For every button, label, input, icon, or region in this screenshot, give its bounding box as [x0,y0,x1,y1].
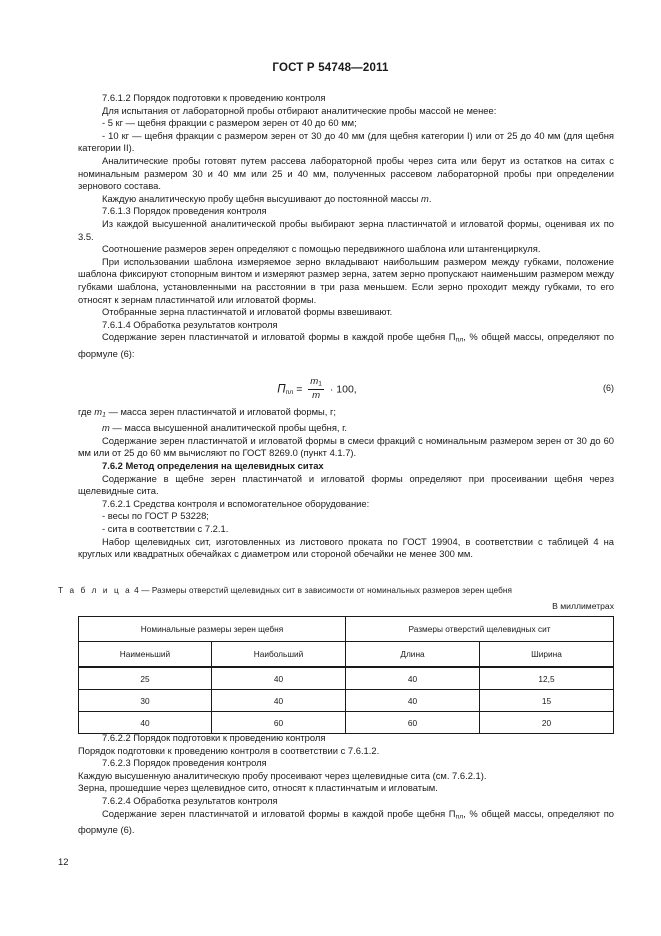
column-header-largest: Наибольший [212,642,346,668]
legend-variable-m1: $m_1$ [94,406,106,419]
list-item-scales: - весы по ГОСТ Р 53228; [102,510,209,522]
paragraph-weighing: Отобранные зерна пластинчатой и игловатой формы взвешивают. [102,306,393,318]
formula-fraction [308,376,324,401]
document-header: ГОСТ Р 54748—2011 [272,62,389,74]
paragraph-passing-grains: Зерна, прошедшие через щелевидное сито, относят к пластинчатым и игловатым. [78,782,438,794]
paragraph-analytical-samples: Аналитические пробы готовят путем рассева лабораторной пробы через сита или берут из остатков на ситах с номинальным размером 30 и 40 мм или 25 и 40 мм, полученных рассевом лабораторной пробы при определении зернового состава. [78,154,614,192]
paragraph-sieve-set: Набор щелевидных сит, изготовленных из листового проката по ГОСТ 19904, в соответствии с таблицей 4 на круглых или квадратных обечайках с диаметром или стороной обечайки не менее 300 мм. [78,535,614,560]
body-section-two [78,406,614,561]
formula-equals: = [296,383,303,396]
formula-6 [78,377,556,402]
clause-7-6-1-3-heading: 7.6.1.3 Порядок проведения контроля [102,205,267,217]
paragraph-mixture-fractions: Содержание зерен пластинчатой и игловатой формы в смеси фракций с номинальным размером зерен от 30 до 60 мм или от 25 до 60 мм вычисляют по ГОСТ 8269.0 (пункт 4.1.7). [78,434,614,459]
paragraph-content-formula-intro: Содержание зерен пластинчатой и игловатой формы в каждой пробе щебня $П_{пл}$, % общей массы, определяют по формуле (6): [78,331,614,359]
page-number: 12 [58,856,69,867]
formula-symbol-subscript: пл [285,389,294,397]
table-units-note: В миллиметрах [552,601,614,611]
formula-multiplier: · 100, [329,383,357,396]
table-column-header-row [79,642,614,668]
clause-7-6-2-heading: 7.6.2 Метод определения на щелевидных ситах [102,460,324,472]
group-header-nominal-grain-sizes: Номинальные размеры зерен щебня [79,617,346,642]
cell-width: 12,5 [480,667,614,690]
subscript-pl: пл [455,813,464,821]
cell-width: 20 [480,712,614,734]
clause-7-6-2-4-heading: 7.6.2.4 Обработка результатов контроля [102,794,278,806]
paragraph-template-usage: При использовании шаблона измеряемое зерно вкладывают наибольшим размером между губками, положение шаблона фиксируют стопорным винтом и измеряют размер зерна, затем зерно пропускают наименьшим размером между губками шаблона, установленными на расстоянии в три раза меньшем. Если зерно проходит между губками, то его относят к зернам пластинчатой или игловатой формы. [78,255,614,305]
table-caption-number: 4 [134,586,139,595]
column-header-length: Длина [346,642,480,668]
legend-m1-subscript: 1 [102,411,106,419]
formula-numerator-subscript: 1 [318,380,322,388]
clause-7-6-1-2-heading: 7.6.1.2 Порядок подготовки к проведению контроля [102,92,326,103]
clause-7-6-2-3-heading: 7.6.2.3 Порядок проведения контроля [102,757,267,769]
sieve-dimensions-table [78,616,614,734]
table-caption-label: Т а б л и ц а [58,586,132,595]
formula-numerator: m1 [310,376,322,388]
cell-width: 15 [480,690,614,712]
paragraph-grain-selection: Из каждой высушенной аналитической пробы выбирают зерна пластинчатой и игловатой формы, оценивая их по 3.5. [78,217,614,242]
subscript-pl: пл [455,336,464,344]
table-group-header-row [79,617,614,642]
formula-number: (6) [603,383,614,393]
cell-length: 60 [346,712,480,734]
paragraph-drying: Каждую аналитическую пробу щебня высушивают до постоянной массы m. [102,192,432,204]
cell-smallest: 40 [79,712,212,734]
formula-block [78,377,614,407]
table-caption-text: — Размеры отверстий щелевидных сит в зависимости от номинальных размеров зерен щебня [141,586,513,595]
clause-7-6-1-4-heading: 7.6.1.4 Обработка результатов контроля [102,318,278,330]
table-row [79,712,614,734]
column-header-smallest: Наименьший [79,642,212,668]
paragraph-results-formula-ref: Содержание зерен пластинчатой и игловатой формы в каждой пробе щебня $П_{пл}$, % общей массы, определяют по формуле (6). [78,807,614,835]
paragraph-sample-mass-intro: Для испытания от лабораторной пробы отбирают аналитические пробы массой не менее: [102,104,497,116]
cell-smallest: 25 [79,667,212,690]
clause-7-6-2-2-heading: 7.6.2.2 Порядок подготовки к проведению контроля [102,732,326,743]
legend-variable-m: m [102,422,110,434]
list-item-5kg: - 5 кг — щебня фракции с размером зерен от 40 до 60 мм; [102,117,357,129]
cell-length: 40 [346,667,480,690]
clause-7-6-2-1-heading: 7.6.2.1 Средства контроля и вспомогательное оборудование: [102,497,370,509]
group-header-slot-sieve-openings: Размеры отверстий щелевидных сит [346,617,614,642]
variable-m: m [421,192,429,204]
formula-denominator: m [308,389,324,401]
table-caption [58,586,512,595]
paragraph-size-ratio: Соотношение размеров зерен определяют с помощью передвижного шаблона или штангенциркуля. [102,243,541,255]
table-row [79,667,614,690]
cell-largest: 40 [212,690,346,712]
cell-largest: 40 [212,667,346,690]
cell-smallest: 30 [79,690,212,712]
paragraph-slot-sieve-method: Содержание в щебне зерен пластинчатой и игловатой формы определяют при просеивании щебня через щелевидные сита. [78,472,614,497]
list-item-sieves: - сита в соответствии с 7.2.1. [102,523,229,535]
body-section-one [78,92,614,360]
cell-length: 40 [346,690,480,712]
cell-largest: 60 [212,712,346,734]
legend-line-m1: где $m_1$ — масса зерен пластинчатой и игловатой формы, г; [78,406,337,419]
body-section-three [78,732,614,836]
legend-line-m: m — масса высушенной аналитической пробы щебня, г. [102,422,348,434]
table-row [79,690,614,712]
list-item-10kg: - 10 кг — щебня фракции с размером зерен от 30 до 40 мм (для щебня категории I) или от 25 до 40 мм (для щебня категории II). [78,129,614,154]
paragraph-sieving-procedure: Каждую высушенную аналитическую пробу просеивают через щелевидные сита (см. 7.6.2.1). [78,769,487,781]
paragraph-prep-reference: Порядок подготовки к проведению контроля в соответствии с 7.6.1.2. [78,744,380,756]
formula-symbol: П [277,383,286,396]
column-header-width: Ширина [480,642,614,668]
